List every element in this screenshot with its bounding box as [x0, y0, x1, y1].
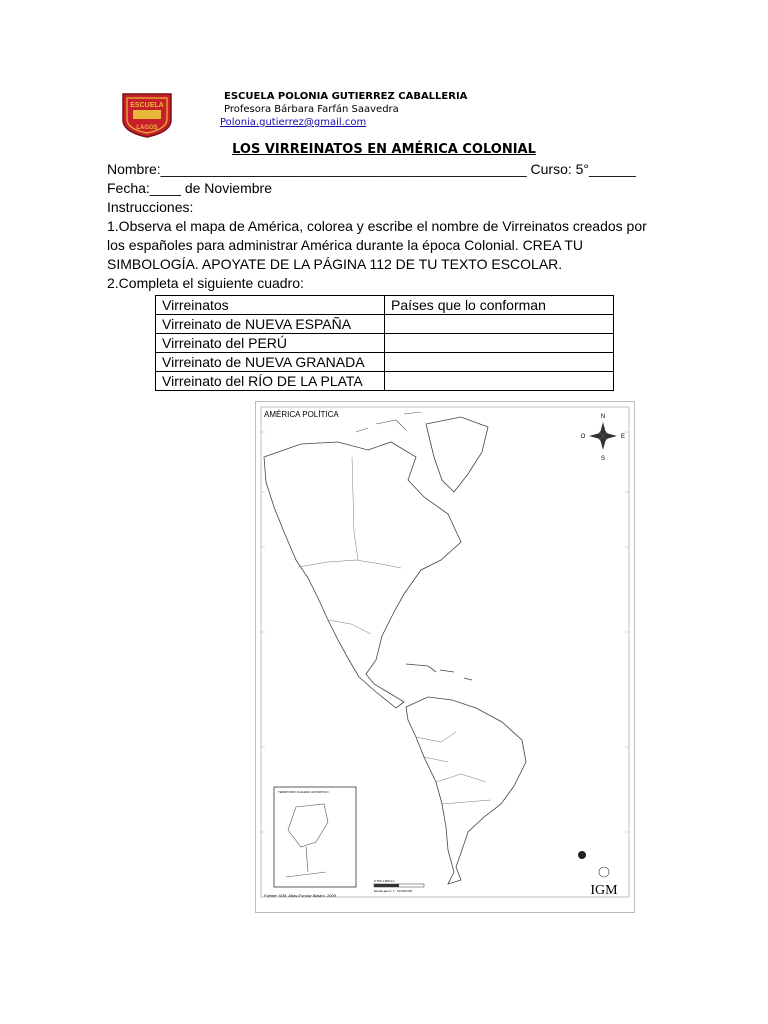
- table-header-row: [156, 296, 614, 315]
- viceroyalty-table: [155, 295, 614, 391]
- scale-label: 0 750 1.500 km: [374, 879, 395, 883]
- america-map: [255, 401, 635, 913]
- igm-logo: IGM: [590, 883, 618, 898]
- table-header-cell: Países que lo conforman: [385, 296, 614, 315]
- compass-s: S: [600, 456, 606, 462]
- document-title: LOS VIRREINATOS EN AMÉRICA COLONIAL: [232, 142, 536, 157]
- instruction-1: 1.Observa el mapa de América, colorea y escribe el nombre de Virreinatos creados por los españoles para administrar América durante la época Colonial. CREA TU SIMBOLOGÍA. APOYATE DE LA PÁGINA 112 DE TU TEXTO ESCOLAR.: [107, 218, 647, 272]
- inset-title: TERRITORIO CHILENO ANTÁRTICO: [278, 790, 329, 794]
- table-header-cell: Virreinatos: [156, 296, 385, 315]
- scale-note: Escala aprox. 1 : 60.000.000: [374, 889, 413, 893]
- worksheet-body: [107, 160, 667, 293]
- compass-o: O: [580, 434, 586, 440]
- countries-cell[interactable]: [385, 334, 614, 353]
- logo-text-bottom: LAGOS: [136, 125, 158, 131]
- antarctic-inset: [274, 787, 356, 887]
- igm-emblem-icon: [599, 867, 609, 877]
- viceroyalty-name: Virreinato del RÍO DE LA PLATA: [156, 372, 385, 391]
- instruction-2: 2.Completa el siguiente cuadro:: [107, 275, 304, 291]
- greenland-outline: [426, 417, 488, 492]
- table-row: [156, 353, 614, 372]
- countries-cell[interactable]: [385, 315, 614, 334]
- compass-n: N: [600, 414, 606, 420]
- map-source: Fuente: IGM, Atlas Escolar Básico, 2009: [264, 893, 336, 898]
- table-row: [156, 334, 614, 353]
- map-title: AMÉRICA POLÍTICA: [264, 410, 339, 419]
- school-name: ESCUELA POLONIA GUTIERREZ CABALLERIA: [224, 91, 468, 102]
- teacher-name: Profesora Bárbara Farfán Saavedra: [224, 104, 399, 115]
- nombre-line[interactable]: Nombre:_______________________________________________ Curso: 5°______: [107, 161, 636, 177]
- viceroyalty-name: Virreinato de NUEVA ESPAÑA: [156, 315, 385, 334]
- viceroyalty-name: Virreinato del PERÚ: [156, 334, 385, 353]
- logo-text-top: ESCUELA: [130, 102, 164, 109]
- compass-e: E: [620, 434, 626, 440]
- play-icon: [578, 851, 586, 859]
- table-row: [156, 315, 614, 334]
- school-logo: [121, 92, 173, 138]
- countries-cell[interactable]: [385, 353, 614, 372]
- fecha-line[interactable]: Fecha:____ de Noviembre: [107, 180, 272, 196]
- instructions-heading: Instrucciones:: [107, 199, 194, 215]
- viceroyalty-name: Virreinato de NUEVA GRANADA: [156, 353, 385, 372]
- table-row: [156, 372, 614, 391]
- countries-cell[interactable]: [385, 372, 614, 391]
- school-header: [220, 90, 468, 129]
- map-drawing: [256, 402, 634, 912]
- email-link[interactable]: Polonia.gutierrez@gmail.com: [220, 117, 367, 128]
- south-america-outline: [406, 697, 526, 884]
- compass-icon: [581, 414, 625, 462]
